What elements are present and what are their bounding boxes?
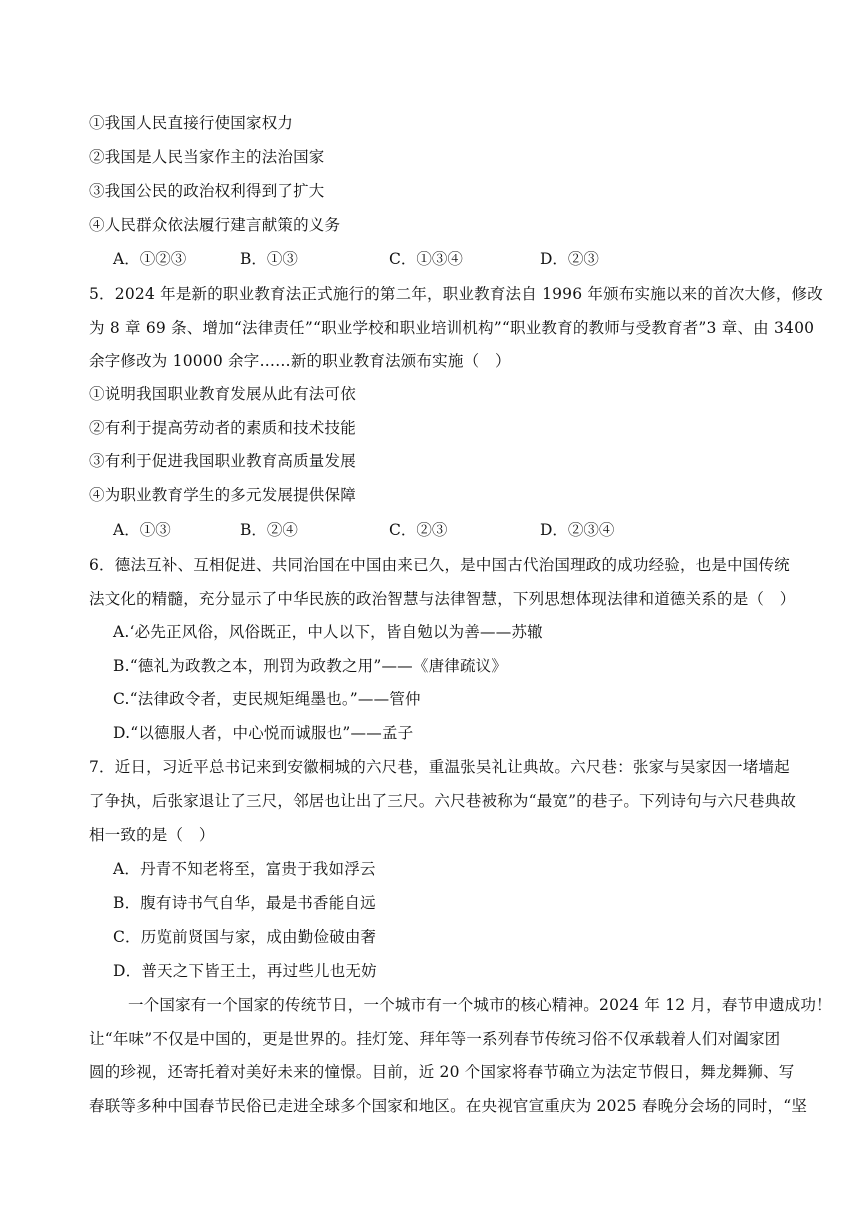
q7-stem-line-2: 了争执，后张家退让了三尺，邻居也让出了三尺。六尺巷被称为“最宽”的巷子。下列诗句与六尺巷典故	[89, 792, 797, 810]
q4-item-2: ②我国是人民当家作主的法治国家	[89, 148, 325, 166]
q6-option-d: D.“以德服人者，中心悦而诚服也”——孟子	[113, 724, 414, 742]
q4-option-a: A．①②③	[113, 250, 187, 268]
q6-option-a: A.‘必先正风俗，风俗既正，中人以下，皆自勉以为善——苏辙	[113, 623, 543, 641]
q7-option-b: B．腹有诗书气自华，最是书香能自远	[113, 894, 376, 912]
q5-item-2: ②有利于提高劳动者的素质和技术技能	[89, 419, 356, 437]
q5-stem-line-1: 5．2024 年是新的职业教育法正式施行的第二年，职业教育法自 1996 年颁布实施以来的首次大修，修改	[89, 285, 823, 303]
q5-item-3: ③有利于促进我国职业教育高质量发展	[89, 452, 356, 470]
q6-option-c: C.“法律政令者，吏民规矩绳墨也。”——管仲	[113, 690, 421, 708]
q4-option-b: B．①③	[240, 250, 298, 268]
q7-option-c: C．历览前贤国与家，成由勤俭破由奢	[113, 928, 377, 946]
passage-line-2: 让“年味”不仅是中国的，更是世界的。挂灯笼、拜年等一系列春节传统习俗不仅承载着人们对阖家团	[89, 1030, 781, 1048]
q6-option-b: B.“德礼为政教之本，刑罚为政教之用”——《唐律疏议》	[113, 657, 508, 675]
q5-option-a: A．①③	[113, 521, 171, 539]
passage-line-4: 春联等多种中国春节民俗已走进全球多个国家和地区。在央视官宣重庆为 2025 春晚分会场的同时，“坚	[89, 1097, 808, 1115]
q4-item-4: ④人民群众依法履行建言献策的义务	[89, 216, 341, 234]
q4-item-3: ③我国公民的政治权利得到了扩大	[89, 182, 325, 200]
q5-option-d: D．②③④	[540, 521, 615, 539]
q6-stem-line-1: 6．德法互补、互相促进、共同治国在中国由来已久，是中国古代治国理政的成功经验，也是中国传统	[89, 556, 790, 574]
q5-option-b: B．②④	[240, 521, 298, 539]
q4-option-d: D．②③	[540, 250, 599, 268]
q5-item-4: ④为职业教育学生的多元发展提供保障	[89, 486, 356, 504]
q7-option-d: D．普天之下皆王土，再过些儿也无妨	[113, 962, 377, 980]
q5-stem-line-3: 余字修改为 10000 余字……新的职业教育法颁布实施（ ）	[89, 352, 511, 370]
passage-line-3: 圆的珍视，还寄托着对美好未来的憧憬。目前，近 20 个国家将春节确立为法定节假日，舞龙舞狮、写	[89, 1063, 795, 1081]
passage-line-1: 一个国家有一个国家的传统节日，一个城市有一个城市的核心精神。2024 年 12 月，春节申遗成功！	[128, 996, 832, 1014]
q4-option-c: C．①③④	[389, 250, 463, 268]
q4-item-1: ①我国人民直接行使国家权力	[89, 114, 294, 132]
q7-stem-line-3: 相一致的是（ ）	[89, 826, 215, 844]
q5-stem-line-2: 为 8 章 69 条、增加“法律责任”“职业学校和职业培训机构”“职业教育的教师与受教育者”3 章、由 3400	[89, 319, 815, 337]
q6-stem-line-2: 法文化的精髓，充分显示了中华民族的政治智慧与法律智慧，下列思想体现法律和道德关系的是（ ）	[89, 590, 796, 608]
q5-item-1: ①说明我国职业教育发展从此有法可依	[89, 385, 356, 403]
q7-option-a: A．丹青不知老将至，富贵于我如浮云	[113, 860, 376, 878]
q5-option-c: C．②③	[389, 521, 448, 539]
q7-stem-line-1: 7．近日，习近平总书记来到安徽桐城的六尺巷，重温张吴礼让典故。六尺巷：张家与吴家因一堵墙起	[89, 758, 790, 776]
